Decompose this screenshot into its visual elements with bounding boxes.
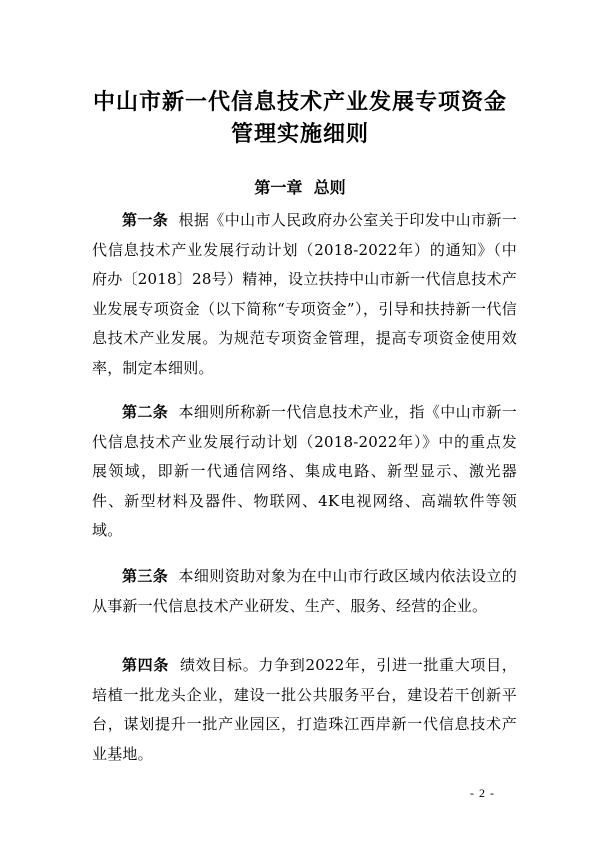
chapter-number: 第一章 xyxy=(254,178,303,197)
article-heading: 第四条 xyxy=(122,656,170,674)
article-text: 绩效目标。力争到2022年，引进一批重大项目，培植一批龙头企业，建设一批公共服务平台，建设若干创新平台，谋划提升一批产业园区，打造珠江西岸新一代信息技术产业基地。 xyxy=(92,656,518,763)
article-text: 本细则所称新一代信息技术产业，指《中山市新一代信息技术产业发展行动计划（2018-2022年）》中的重点发展领域，即新一代通信网络、集成电路、新型显示、激光器件、新型材料及器件、物联网、4K电视网络、高端软件等领域。 xyxy=(92,403,517,539)
article-3 xyxy=(92,562,517,621)
chapter-name: 总则 xyxy=(313,178,346,197)
article-heading: 第一条 xyxy=(122,211,169,229)
document-title-line-1: 中山市新一代信息技术产业发展专项资金 xyxy=(92,90,507,115)
article-heading: 第三条 xyxy=(122,567,169,585)
article-4 xyxy=(92,651,517,769)
chapter-heading xyxy=(60,176,540,200)
document-title-line-2: 管理实施细则 xyxy=(230,122,369,147)
article-1 xyxy=(92,206,517,383)
article-2 xyxy=(92,398,517,546)
page-number: - 2 - xyxy=(470,786,495,800)
article-text: 本细则资助对象为在中山市行政区域内依法设立的从事新一代信息技术产业研发、生产、服务、经营的企业。 xyxy=(92,567,517,615)
article-text: 根据《中山市人民政府办公室关于印发中山市新一代信息技术产业发展行动计划（2018-2022年）的通知》（中府办〔2018〕28号）精神，设立扶持中山市新一代信息技术产业发展专项资金（以下简称“专项资金”），引导和扶持新一代信息技术产业发展。为规范专项资金管理，提高专项资金使用效率，制定本细则。 xyxy=(92,211,517,377)
article-heading: 第二条 xyxy=(122,403,169,421)
